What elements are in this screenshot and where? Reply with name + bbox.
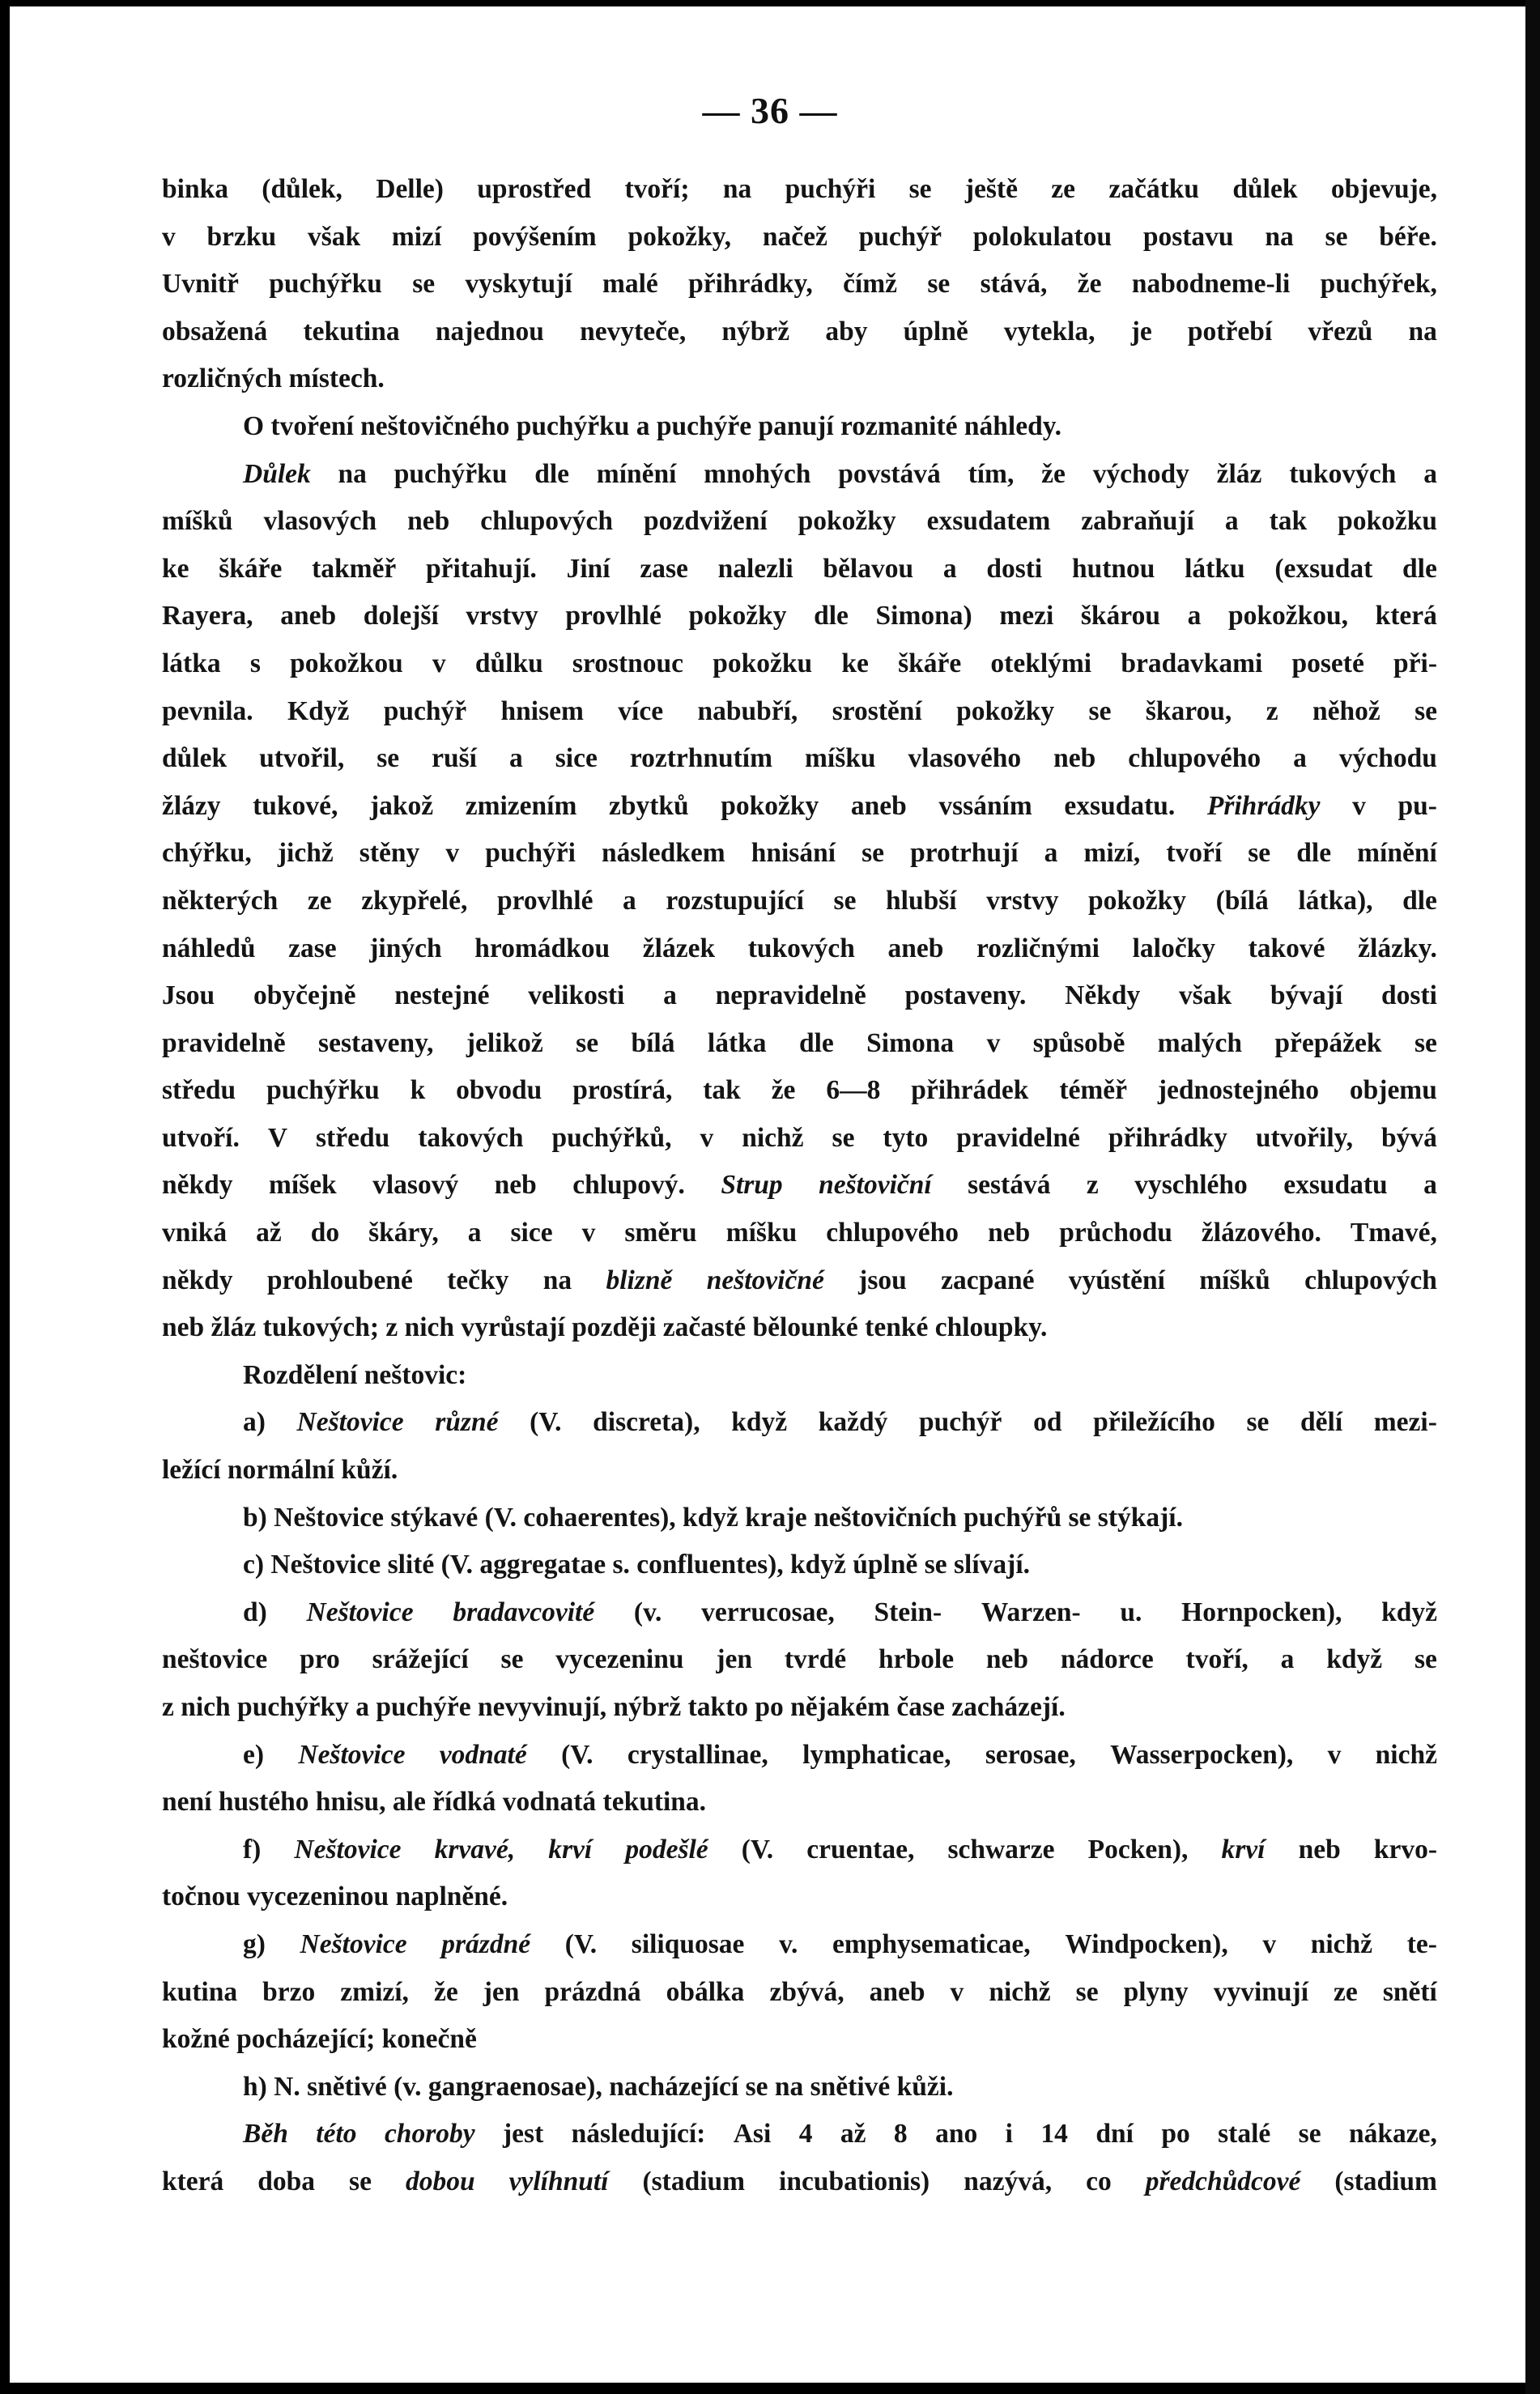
text-line: některých ze zkypřelé, provlhlé a rozstupující se hlubší vrstvy pokožky (bílá látka), dle xyxy=(162,885,1437,916)
text-line: Důlek na puchýřku dle mínění mnohých povstává tím, že východy žláz tukových a xyxy=(243,458,1437,489)
text-line: někdy míšek vlasový neb chlupový. Strup neštoviční sestává z vyschlého exsudatu a xyxy=(162,1170,1437,1201)
text-line: Uvnitř puchýřku se vyskytují malé přihrádky, čímž se stává, že nabodneme-li puchýřek, xyxy=(162,269,1437,300)
text-line: rozličných místech. xyxy=(162,364,385,394)
text-line: látka s pokožkou v důlku srostnouc pokožku ke škáře oteklými bradavkami poseté při- xyxy=(162,648,1437,678)
text-line: chýřku, jichž stěny v puchýři následkem hnisání se protrhují a mizí, tvoří se dle mínění xyxy=(162,838,1437,869)
text-line: ležící normální kůží. xyxy=(162,1455,398,1486)
text-line: d) Neštovice bradavcovité (v. verrucosae, Stein- Warzen- u. Hornpocken), když xyxy=(243,1597,1437,1627)
text-line: která doba se dobou vylíhnutí (stadium incubationis) nazývá, co předchůdcové (stadium xyxy=(162,2166,1437,2196)
text-line: v brzku však mizí povýšením pokožky, načež puchýř polokulatou postavu na se béře. xyxy=(162,221,1437,252)
text-line: kožné pocházející; konečně xyxy=(162,2024,477,2055)
text-line: O tvoření neštovičného puchýřku a puchýře panují rozmanité náhledy. xyxy=(243,410,1061,441)
body-text xyxy=(162,166,1437,2206)
text-line: není hustého hnisu, ale řídká vodnatá tekutina. xyxy=(162,1787,707,1818)
text-line: pravidelně sestaveny, jelikož se bílá látka dle Simona v spůsobě malých přepážek se xyxy=(162,1027,1437,1058)
text-line: e) Neštovice vodnaté (V. crystallinae, lymphaticae, serosae, Wasserpocken), v nichž xyxy=(243,1739,1437,1770)
text-line: neštovice pro srážející se vycezeninu jen tvrdé hrbole neb nádorce tvoří, a když se xyxy=(162,1644,1437,1675)
text-line: někdy prohloubené tečky na blizně neštovičné jsou zacpané vyústění míšků chlupových xyxy=(162,1265,1437,1295)
text-line: náhledů zase jiných hromádkou žlázek tukových aneb rozličnými laločky takové žlázky. xyxy=(162,933,1437,963)
text-line: h) N. snětivé (v. gangraenosae), nacházející se na snětivé kůži. xyxy=(243,2071,954,2102)
text-line: ke škáře takměř přitahují. Jiní zase nalezli bělavou a dosti hutnou látku (exsudat dle xyxy=(162,553,1437,584)
text-line: b) Neštovice stýkavé (V. cohaerentes), když kraje neštovičních puchýřů se stýkají. xyxy=(243,1502,1183,1533)
text-line: Rozdělení neštovic: xyxy=(243,1359,467,1390)
text-line: kutina brzo zmizí, že jen prázdná obálka zbývá, aneb v nichž se plyny vyvinují ze snětí xyxy=(162,1976,1437,2007)
text-line: Jsou obyčejně nestejné velikosti a nepravidelně postaveny. Někdy však bývají dosti xyxy=(162,980,1437,1011)
scan-edge xyxy=(1525,0,1540,2394)
text-line: vniká až do škáry, a sice v směru míšku chlupového neb průchodu žlázového. Tmavé, xyxy=(162,1218,1437,1248)
text-line: točnou vycezeninou naplněné. xyxy=(162,1882,508,1912)
text-line: Běh této choroby jest následující: Asi 4 až 8 ano i 14 dní po stalé se nákaze, xyxy=(243,2119,1437,2149)
text-line: binka (důlek, Delle) uprostřed tvoří; na puchýři se ještě ze začátku důlek objevuje, xyxy=(162,174,1437,204)
text-line: důlek utvořil, se ruší a sice roztrhnutím míšku vlasového neb chlupového a východu xyxy=(162,743,1437,774)
text-line: pevnila. Když puchýř hnisem více nabubří, srostění pokožky se škarou, z něhož se xyxy=(162,695,1437,726)
text-line: c) Neštovice slité (V. aggregatae s. confluentes), když úplně se slívají. xyxy=(243,1550,1031,1580)
text-line: míšků vlasových neb chlupových pozdvižení pokožky exsudatem zabraňují a tak pokožku xyxy=(162,506,1437,537)
text-line: z nich puchýřky a puchýře nevyvinují, nýbrž takto po nějakém čase zacházejí. xyxy=(162,1692,1066,1722)
text-line: středu puchýřku k obvodu prostírá, tak že 6—8 přihrádek téměř jednostejného objemu xyxy=(162,1075,1437,1106)
text-line: obsažená tekutina najednou nevyteče, nýbrž aby úplně vytekla, je potřebí vřezů na xyxy=(162,316,1437,347)
page-number: — 36 — xyxy=(702,90,838,131)
text-line: g) Neštovice prázdné (V. siliquosae v. emphysematicae, Windpocken), v nichž te- xyxy=(243,1928,1437,1959)
text-line: neb žláz tukových; z nich vyrůstají později začasté bělounké tenké chloupky. xyxy=(162,1312,1048,1343)
text-line: f) Neštovice krvavé, krví podešlé (V. cruentae, schwarze Pocken), krví neb krvo- xyxy=(243,1834,1437,1865)
text-line: a) Neštovice různé (V. discreta), když každý puchýř od přiležícího se dělí mezi- xyxy=(243,1407,1437,1438)
text-line: žlázy tukové, jakož zmizením zbytků pokožky aneb vssáním exsudatu. Přihrádky v pu- xyxy=(162,790,1437,821)
text-line: utvoří. V středu takových puchýřků, v nichž se tyto pravidelné přihrádky utvořily, bývá xyxy=(162,1122,1437,1153)
text-line: Rayera, aneb dolejší vrstvy provlhlé pokožky dle Simona) mezi škárou a pokožkou, která xyxy=(162,601,1437,631)
